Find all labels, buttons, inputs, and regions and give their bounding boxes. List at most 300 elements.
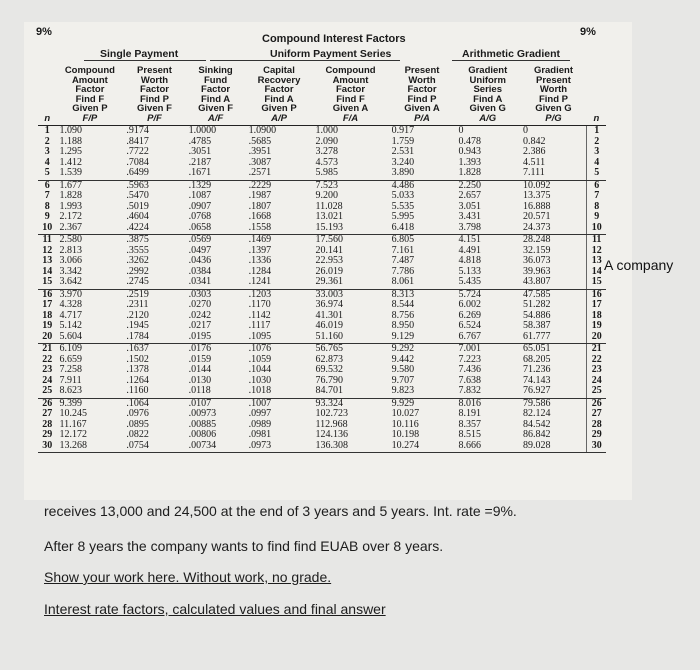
- factor-cell: .0895: [126, 418, 149, 430]
- factor-cell: 102.723: [315, 408, 348, 419]
- factor-cell: 13.268: [56, 441, 123, 453]
- factor-cell: 68.205: [523, 353, 551, 365]
- factor-cell: 6.524: [458, 320, 481, 331]
- table-title: Compound Interest Factors: [262, 33, 406, 45]
- factor-cell: .1668: [248, 211, 272, 222]
- factor-cell: .0176: [188, 343, 212, 354]
- factor-cell: 2.250: [458, 179, 481, 191]
- factor-cell: 1.412: [59, 156, 82, 168]
- factor-cell: 1.0000: [188, 125, 217, 136]
- column-header-0: [38, 64, 56, 126]
- period-cell: 23: [42, 364, 53, 375]
- period-cell: 3: [587, 147, 606, 158]
- column-header-line: Uniform: [469, 74, 506, 86]
- factor-cell: 6.659: [59, 353, 82, 365]
- column-header-line: n: [593, 112, 600, 124]
- period-cell: 23: [587, 365, 606, 376]
- factor-cell: 13.021: [315, 211, 343, 222]
- column-header-line: P/G: [545, 112, 562, 124]
- factor-cell: 12.172: [59, 429, 87, 440]
- column-header-line: Find A: [473, 93, 503, 105]
- factor-cell: 3.798: [455, 223, 520, 235]
- group-divider-arith: [452, 60, 570, 61]
- column-header-line: Compound: [325, 65, 376, 76]
- factor-cell: .0754: [123, 441, 185, 453]
- period-cell: 27: [42, 408, 53, 419]
- table-row: [38, 235, 606, 246]
- period-cell: 17: [587, 300, 606, 311]
- period-cell: 16: [587, 289, 606, 300]
- column-header-line: Series: [473, 84, 502, 95]
- factor-cell: 3.642: [56, 277, 123, 289]
- factor-cell: .1397: [248, 244, 272, 256]
- column-header-3: [186, 64, 246, 126]
- factor-cell: 5.033: [391, 190, 415, 201]
- factor-cell: 36.073: [523, 255, 551, 266]
- factor-cell: .5963: [126, 179, 149, 191]
- factor-cell: 3.890: [389, 168, 456, 180]
- factor-cell: 2.813: [59, 244, 82, 256]
- factor-cell: .0341: [186, 277, 246, 289]
- period-cell: 3: [44, 146, 50, 157]
- factor-cell: .5685: [248, 135, 272, 147]
- factor-cell: 0: [458, 125, 464, 136]
- factor-cell: 9.442: [391, 353, 415, 365]
- factor-cell: 9.580: [391, 364, 415, 375]
- period-cell: 29: [587, 430, 606, 441]
- column-header-line: n: [44, 112, 51, 124]
- problem-line-1: receives 13,000 and 24,500 at the end of 3 years and 5 years. Int. rate =9%.: [44, 503, 517, 519]
- column-header-line: Worth: [539, 84, 568, 95]
- table-row: [38, 430, 606, 441]
- factor-cell: 11.028: [315, 200, 343, 212]
- column-header-line: Given P: [72, 103, 108, 114]
- factor-cell: 4.328: [59, 299, 82, 310]
- period-cell: 6: [587, 180, 606, 191]
- period-cell: 26: [42, 397, 53, 409]
- column-header-line: Find A: [200, 93, 231, 105]
- period-cell: 24: [42, 374, 53, 386]
- problem-line-2: After 8 years the company wants to find find EUAB over 8 years.: [44, 538, 444, 554]
- column-header-line: Present: [404, 65, 440, 76]
- factor-cell: 4.573: [315, 156, 338, 168]
- factor-cell: 4.717: [59, 309, 82, 321]
- period-cell: 26: [587, 398, 606, 409]
- factor-cell: 1.677: [59, 179, 82, 191]
- period-cell: 13: [587, 256, 606, 267]
- period-cell: 29: [42, 429, 53, 440]
- factor-cell: 8.544: [391, 299, 415, 310]
- period-cell: 6: [44, 179, 50, 191]
- factor-cell: 46.019: [315, 320, 343, 331]
- factor-cell: 20.571: [523, 211, 551, 222]
- factor-cell: .1945: [126, 320, 149, 331]
- factor-cell: 4.151: [458, 234, 481, 245]
- column-header-line: Worth: [140, 74, 169, 86]
- factor-cell: 86.842: [523, 429, 551, 440]
- factor-cell: 9.929: [391, 397, 415, 409]
- factor-cell: 93.324: [315, 397, 343, 409]
- factor-cell: 7.258: [59, 364, 82, 375]
- factor-cell: 1.090: [59, 125, 82, 136]
- factor-cell: 6.269: [458, 309, 481, 321]
- factor-cell: 1.000: [315, 125, 338, 136]
- column-header-line: Recovery: [257, 74, 301, 86]
- factor-cell: 51.160: [312, 332, 388, 344]
- factor-cell: .00734: [186, 441, 246, 453]
- period-cell: 11: [587, 235, 606, 246]
- column-header-8: [520, 64, 587, 126]
- table-row: [38, 168, 606, 180]
- factor-cell: .2745: [123, 277, 185, 289]
- factor-cell: 6.805: [391, 234, 415, 245]
- factor-cell: .1241: [246, 277, 313, 289]
- factor-cell: 0.478: [458, 135, 481, 147]
- column-header-line: Given G: [535, 103, 572, 114]
- factor-cell: 136.308: [312, 441, 388, 453]
- factor-cell: 7.786: [391, 265, 415, 277]
- factor-cell: .1502: [126, 353, 149, 365]
- factor-cell: .0130: [188, 374, 212, 386]
- factor-cell: .1336: [248, 255, 272, 266]
- factor-cell: 13.375: [523, 190, 551, 201]
- factor-cell: .0217: [188, 320, 212, 331]
- factor-cell: 3.970: [59, 288, 82, 300]
- factor-cell: 8.313: [391, 288, 415, 300]
- column-header-line: Find P: [407, 93, 437, 105]
- period-cell: 30: [587, 441, 606, 453]
- factor-cell: 112.968: [315, 418, 348, 430]
- factor-cell: 51.282: [523, 299, 551, 310]
- period-cell: 19: [42, 320, 53, 331]
- period-cell: 22: [42, 353, 53, 365]
- factor-cell: .1378: [126, 364, 149, 375]
- factor-cell: .1059: [248, 353, 272, 365]
- period-cell: 9: [44, 211, 50, 222]
- factor-cell: 15.193: [312, 223, 388, 235]
- column-header-line: Gradient: [468, 65, 508, 76]
- factor-cell: 76.790: [315, 374, 343, 386]
- factor-cell: 5.142: [59, 320, 82, 331]
- table-header: [38, 64, 606, 126]
- factor-cell: .1142: [248, 309, 271, 321]
- factor-cell: .1018: [246, 386, 313, 398]
- interest-rate-label-right: 9%: [580, 26, 596, 38]
- factor-cell: .0118: [186, 386, 246, 398]
- period-cell: 18: [42, 309, 53, 321]
- factor-cell: .1203: [248, 288, 272, 300]
- factor-cell: 47.585: [523, 288, 551, 300]
- factor-cell: .0384: [188, 265, 212, 277]
- column-header-line: F/P: [82, 112, 98, 124]
- factor-cell: 20.141: [315, 244, 343, 256]
- period-cell: 1: [587, 126, 606, 137]
- column-header-6: [389, 64, 456, 126]
- table-row: [38, 409, 606, 420]
- factor-cell: 3.240: [391, 156, 415, 168]
- period-cell: 1: [44, 125, 50, 136]
- factor-cell: 7.638: [458, 374, 481, 386]
- factor-cell: 8.016: [458, 397, 481, 409]
- factor-cell: .0976: [126, 408, 149, 419]
- column-header-line: Worth: [408, 74, 436, 86]
- factor-cell: 10.198: [391, 429, 420, 440]
- factor-cell: 62.873: [315, 353, 343, 365]
- factor-cell: 2.172: [59, 211, 82, 222]
- period-cell: 10: [38, 223, 56, 235]
- factor-cell: .2120: [126, 309, 149, 321]
- factor-cell: 84.542: [523, 418, 551, 430]
- factor-cell: 79.586: [523, 397, 551, 409]
- factor-cell: 8.191: [458, 408, 481, 419]
- period-cell: 4: [587, 158, 606, 169]
- column-header-line: P/A: [414, 112, 430, 124]
- factor-cell: 74.143: [523, 374, 551, 386]
- table-row: [38, 277, 606, 289]
- column-header-line: Factor: [201, 84, 231, 95]
- column-header-line: Given F: [198, 103, 233, 114]
- period-cell: 22: [587, 355, 606, 366]
- factor-cell: 5.604: [56, 332, 123, 344]
- period-cell: 27: [587, 409, 606, 420]
- factor-cell: .0989: [248, 418, 272, 430]
- factor-cell: .9174: [126, 125, 149, 136]
- factor-cell: .2992: [126, 265, 149, 277]
- factor-cell: .2187: [188, 156, 212, 168]
- group-divider-single: [84, 60, 206, 61]
- factor-cell: 0.943: [458, 146, 481, 157]
- column-header-4: [246, 64, 313, 126]
- factor-cell: .2519: [126, 288, 149, 300]
- factor-cell: 7.487: [391, 255, 415, 266]
- period-cell: 8: [587, 202, 606, 213]
- table-row: [38, 223, 606, 235]
- period-cell: 7: [587, 191, 606, 202]
- factor-cell: 11.167: [59, 418, 87, 430]
- factor-cell: 43.807: [520, 277, 587, 289]
- factor-cell: 32.159: [523, 244, 551, 256]
- factor-cell: .1170: [248, 299, 271, 310]
- factor-cell: 6.767: [455, 332, 520, 344]
- factor-cell: 4.486: [391, 179, 415, 191]
- column-header-line: Present: [536, 74, 571, 86]
- factor-cell: 10.245: [59, 408, 87, 419]
- factor-cell: 82.124: [523, 408, 551, 419]
- table-row: [38, 147, 606, 158]
- factor-cell: .3262: [126, 255, 149, 266]
- factor-cell: .1076: [248, 343, 272, 354]
- factor-cell: .0242: [188, 309, 212, 321]
- period-cell: 24: [587, 376, 606, 387]
- factor-cell: 5.435: [455, 277, 520, 289]
- factor-cell: .8417: [126, 135, 149, 147]
- column-header-line: F/A: [342, 112, 359, 124]
- factor-cell: 0: [523, 125, 529, 136]
- factor-cell: 8.950: [391, 320, 415, 331]
- factor-cell: .0822: [126, 429, 149, 440]
- factor-cell: 6.002: [458, 299, 481, 310]
- factor-cell: .4785: [188, 135, 212, 147]
- factor-cell: .4604: [126, 211, 149, 222]
- factor-cell: 29.361: [312, 277, 388, 289]
- period-cell: 4: [44, 156, 50, 168]
- period-cell: 7: [44, 190, 50, 201]
- factor-cell: .3087: [248, 156, 272, 168]
- factor-cell: .2571: [246, 168, 313, 180]
- factor-cell: 1.188: [59, 135, 82, 147]
- column-header-line: P/F: [147, 112, 162, 124]
- period-cell: 5: [587, 168, 606, 180]
- factor-cell: .00973: [188, 408, 217, 419]
- table-row: [38, 321, 606, 332]
- factor-cell: 7.161: [391, 244, 415, 256]
- table-row: [38, 212, 606, 223]
- period-cell: 18: [587, 311, 606, 322]
- factor-cell: 9.129: [389, 332, 456, 344]
- factor-cell: 6.418: [389, 223, 456, 235]
- factor-cell: 5.724: [458, 288, 481, 300]
- factor-cell: 3.066: [59, 255, 82, 266]
- factor-cell: .1558: [246, 223, 313, 235]
- period-cell: 28: [42, 418, 53, 430]
- factor-cell: .1671: [186, 168, 246, 180]
- factor-cell: 5.995: [391, 211, 415, 222]
- column-header-line: Amount: [71, 74, 108, 86]
- factor-cell: .0973: [246, 441, 313, 453]
- table-row: [38, 126, 606, 137]
- column-header-line: Present: [137, 65, 172, 76]
- factor-cell: .0981: [248, 429, 272, 440]
- table-row: [38, 191, 606, 202]
- factor-cell: 8.666: [455, 441, 520, 453]
- factor-cell: .1007: [248, 397, 272, 409]
- factor-cell: 7.911: [59, 374, 82, 386]
- period-cell: 12: [587, 246, 606, 257]
- factor-cell: .3051: [188, 146, 212, 157]
- factor-cell: 76.927: [520, 386, 587, 398]
- factor-cell: 33.003: [315, 288, 343, 300]
- factor-cell: 2.386: [523, 146, 546, 157]
- factor-cell: 7.001: [458, 343, 481, 354]
- column-header-9: [587, 64, 606, 126]
- factor-cell: 9.200: [315, 190, 338, 201]
- factor-cell: .00806: [188, 429, 217, 440]
- factor-cell: 8.357: [458, 418, 481, 430]
- factor-cell: 9.292: [391, 343, 415, 354]
- factor-cell: .3875: [126, 234, 149, 245]
- factor-cell: 1.0900: [248, 125, 277, 136]
- factor-cell: 7.111: [520, 168, 587, 180]
- column-header-line: Given A: [332, 103, 369, 114]
- factor-cell: 39.963: [523, 265, 551, 277]
- factor-cell: 10.092: [523, 179, 551, 191]
- period-cell: 21: [587, 344, 606, 355]
- column-header-line: Find F: [75, 93, 105, 105]
- factor-cell: 10.027: [391, 408, 420, 419]
- table-row: [38, 441, 606, 453]
- column-header-line: Find P: [139, 93, 169, 105]
- column-header-1: [56, 64, 123, 126]
- factor-cell: 1.539: [56, 168, 123, 180]
- factor-cell: 2.090: [315, 135, 338, 147]
- column-header-2: [123, 64, 185, 126]
- factor-cell: .0270: [188, 299, 212, 310]
- column-header-line: Given A: [404, 103, 440, 114]
- factor-cell: .5470: [126, 190, 149, 201]
- column-header-line: Capital: [263, 65, 295, 76]
- period-cell: 11: [42, 234, 52, 245]
- factor-cell: 7.223: [458, 353, 481, 365]
- table-row: [38, 344, 606, 355]
- factor-cell: 10.116: [391, 418, 419, 430]
- factor-cell: .2311: [126, 299, 149, 310]
- period-cell: 25: [587, 386, 606, 398]
- column-header-line: Factor: [75, 84, 105, 95]
- factor-cell: 69.532: [315, 364, 343, 375]
- factor-cell: 65.051: [523, 343, 551, 354]
- factor-cell: .1637: [126, 343, 149, 354]
- column-header-line: A/F: [207, 112, 224, 124]
- column-header-line: Find A: [264, 93, 294, 105]
- factor-cell: .1095: [246, 332, 313, 344]
- factor-cell: .0436: [188, 255, 212, 266]
- factor-cell: .0159: [188, 353, 212, 365]
- period-cell: 8: [44, 200, 50, 212]
- factor-cell: 28.248: [523, 234, 551, 245]
- factor-cell: .1987: [248, 190, 272, 201]
- factor-cell: .6499: [123, 168, 185, 180]
- factor-cell: .1087: [188, 190, 212, 201]
- table-row: [38, 332, 606, 344]
- group-divider-uniform: [210, 60, 400, 61]
- factor-cell: .1784: [123, 332, 185, 344]
- period-cell: 2: [44, 135, 50, 147]
- factor-cell: .1284: [248, 265, 272, 277]
- column-header-5: [312, 64, 388, 126]
- factor-cell: .5019: [126, 200, 149, 212]
- factor-cell: 36.974: [315, 299, 343, 310]
- factor-cell: 9.823: [389, 386, 456, 398]
- factor-cell: 7.523: [315, 179, 338, 191]
- column-header-line: Factor: [264, 84, 294, 95]
- column-header-line: Given F: [137, 103, 172, 114]
- factor-cell: .4224: [123, 223, 185, 235]
- column-header-line: A/P: [271, 112, 287, 124]
- factor-cell: .1329: [188, 179, 212, 191]
- factor-cell: 1.759: [391, 135, 415, 147]
- factor-cell: .1807: [248, 200, 272, 212]
- factor-cell: 5.985: [312, 168, 388, 180]
- period-cell: 14: [587, 267, 606, 278]
- column-header-line: Gradient: [533, 65, 573, 76]
- factor-cell: 58.387: [523, 320, 551, 331]
- factor-cell: 56.765: [315, 343, 343, 354]
- factor-cell: 7.832: [455, 386, 520, 398]
- column-header-line: Factor: [407, 84, 437, 95]
- problem-line-3: Show your work here. Without work, no grade.: [44, 569, 332, 585]
- factor-cell: .2229: [248, 179, 272, 191]
- factor-cell: .7722: [126, 146, 149, 157]
- factor-cell: 8.061: [389, 277, 456, 289]
- period-cell: 9: [587, 212, 606, 223]
- factor-cell: .0303: [188, 288, 212, 300]
- handwritten-note: A company: [604, 257, 674, 273]
- factor-cell: 89.028: [520, 441, 587, 453]
- table-row: [38, 256, 606, 267]
- table-body: [38, 126, 606, 453]
- factor-cell: 4.818: [458, 255, 481, 266]
- factor-cell: .3951: [248, 146, 272, 157]
